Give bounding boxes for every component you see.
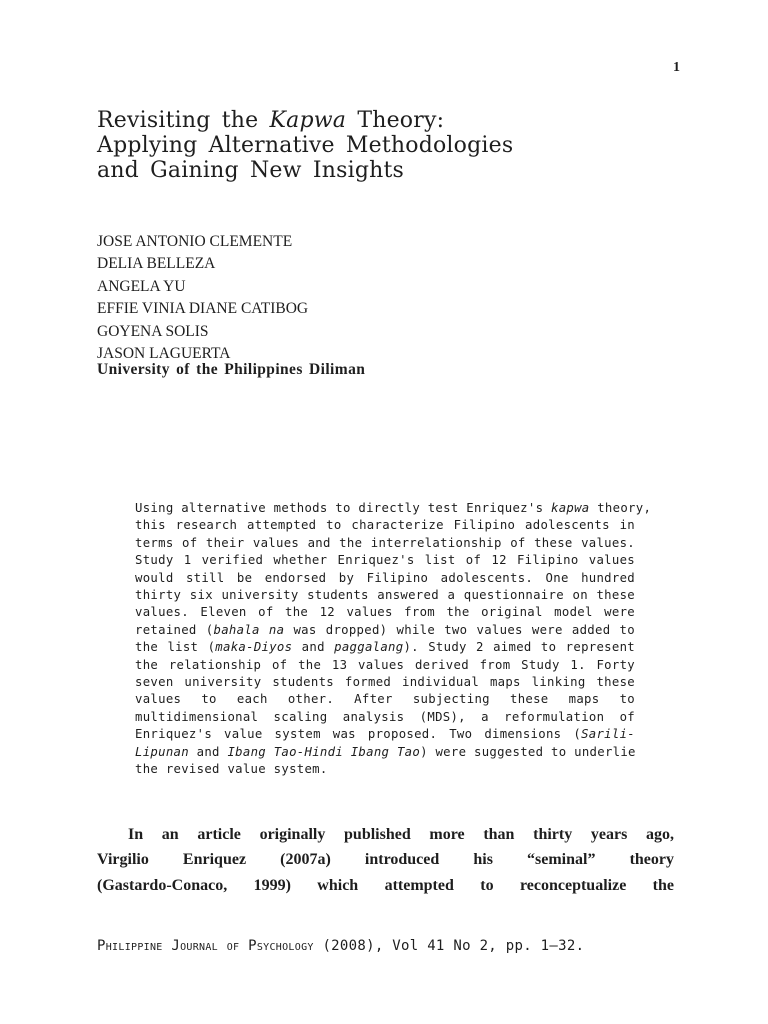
- abstract-text: ) were suggested to underlie: [420, 744, 636, 759]
- abstract-line: the relationship of the 13 values derived from Study 1. Forty: [135, 657, 635, 672]
- abstract-line: [135, 639, 635, 656]
- abstract-line: [135, 726, 635, 743]
- author-name: ANGELA YU: [97, 277, 186, 295]
- author-name: DELIA BELLEZA: [97, 255, 216, 273]
- body-line: In an article originally published more than thirty years ago,: [128, 826, 674, 843]
- body-line: Virgilio Enriquez (2007a) introduced his “seminal” theory: [97, 851, 674, 869]
- abstract-line: multidimensional scaling analysis (MDS), a reformulation of: [135, 709, 635, 724]
- abstract-line: Study 1 verified whether Enriquez's list of 12 Filipino values: [135, 553, 635, 568]
- abstract-line: [135, 744, 635, 761]
- abstract-line: seven university students formed individual maps linking these: [135, 675, 635, 690]
- abstract-text: Enriquez's value system was proposed. Two dimensions (: [135, 727, 582, 742]
- abstract-italic-term: maka-Diyos: [215, 640, 293, 655]
- paper-title: [97, 108, 697, 183]
- title-line-3: and Gaining New Insights: [97, 158, 405, 183]
- abstract-text: ). Study 2 aimed to represent: [403, 640, 635, 655]
- body-paragraph: [97, 822, 674, 898]
- title-italic-term: Kapwa: [269, 108, 347, 133]
- abstract-italic-term: Sarili-: [581, 727, 635, 742]
- abstract-text: retained (: [135, 622, 214, 637]
- journal-citation: (2008), Vol 41 No 2, pp. 1–32.: [313, 938, 585, 954]
- abstract-text: Using alternative methods to directly test Enriquez's: [135, 501, 551, 515]
- title-text: Revisiting the: [97, 108, 259, 133]
- title-line-2: Applying Alternative Methodologies: [97, 133, 514, 158]
- journal-name: Philippine Journal of Psychology: [97, 938, 314, 954]
- abstract-line: thirty six university students answered a questionnaire on these: [135, 588, 635, 603]
- abstract-line: terms of their values and the interrelationship of these values.: [135, 535, 635, 550]
- author-list: [97, 231, 308, 365]
- abstract-italic-term: bahala na: [213, 622, 285, 637]
- author-name: JOSE ANTONIO CLEMENTE: [97, 233, 293, 250]
- abstract-text: the list (: [135, 640, 216, 655]
- author-name: JASON LAGUERTA: [97, 345, 231, 363]
- title-text: Theory:: [357, 108, 445, 133]
- title-line-1: [97, 108, 697, 133]
- abstract-line: this research attempted to characterize Filipino adolescents in: [135, 518, 635, 533]
- abstract-line: values. Eleven of the 12 values from the original model were: [135, 605, 635, 620]
- body-line: (Gastardo-Conaco, 1999) which attempted to reconceptualize the: [97, 876, 674, 894]
- abstract-italic-term: Ibang Tao-Hindi Ibang Tao: [227, 744, 421, 759]
- abstract-italic-term: Lipunan: [135, 744, 189, 759]
- author-name: EFFIE VINIA DIANE CATIBOG: [97, 300, 309, 318]
- abstract-line: the revised value system.: [135, 762, 328, 777]
- abstract-italic-term: paggalang: [334, 640, 404, 655]
- journal-footer: [97, 938, 584, 954]
- abstract-text: and: [188, 744, 228, 759]
- affiliation: University of the Philippines Diliman: [97, 361, 366, 378]
- author-name: GOYENA SOLIS: [97, 322, 209, 340]
- abstract-text: and: [292, 640, 335, 655]
- page-number: 1: [673, 60, 680, 75]
- abstract-line: values to each other. After subjecting these maps to: [135, 692, 635, 707]
- abstract: [135, 500, 652, 779]
- abstract-line: [135, 622, 635, 639]
- abstract-line: [135, 500, 652, 517]
- abstract-text: theory,: [589, 501, 652, 515]
- abstract-text: was dropped) while two values were added to: [284, 622, 635, 637]
- abstract-line: would still be endorsed by Filipino adolescents. One hundred: [135, 570, 635, 585]
- abstract-italic-term: kapwa: [550, 501, 590, 515]
